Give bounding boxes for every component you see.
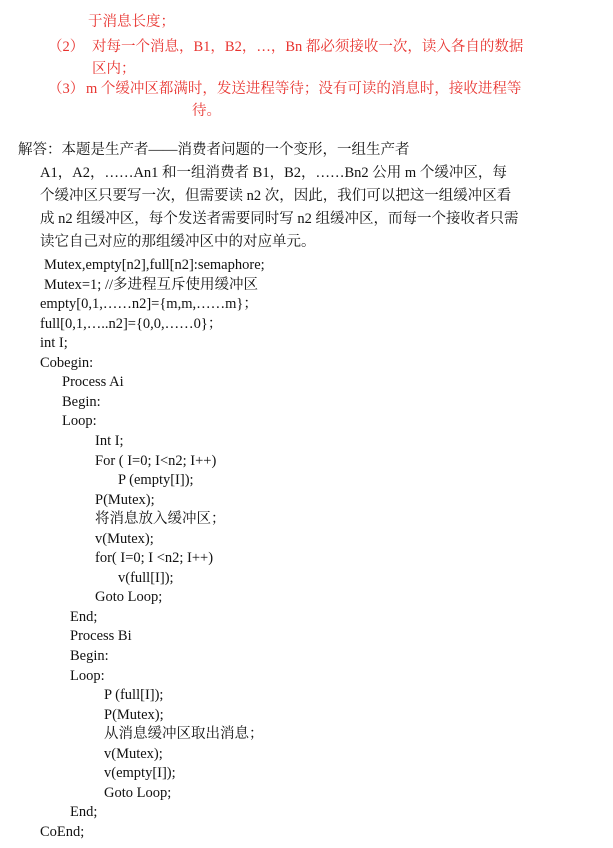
question-item3-label: （3） bbox=[48, 81, 85, 97]
code-line: P(Mutex); bbox=[95, 492, 155, 508]
question-item3-line2: 待。 bbox=[192, 103, 221, 119]
code-line: End; bbox=[70, 609, 98, 625]
code-line: Begin: bbox=[70, 648, 109, 664]
code-line: Goto Loop; bbox=[104, 785, 172, 801]
code-line: Int I; bbox=[95, 433, 124, 449]
code-line: v(Mutex); bbox=[104, 746, 163, 762]
answer-intro-line-3: 个缓冲区只要写一次，但需要读 n2 次，因此，我们可以把这一组缓冲区看 bbox=[40, 188, 512, 204]
code-line: 从消息缓冲区取出消息； bbox=[104, 726, 264, 742]
code-line: Loop: bbox=[62, 413, 97, 429]
code-line: v(empty[I]); bbox=[104, 765, 176, 781]
answer-intro-line-1: 解答：本题是生产者——消费者问题的一个变形，一组生产者 bbox=[18, 142, 410, 158]
code-line: Process Ai bbox=[62, 374, 124, 390]
code-line: P (full[I]); bbox=[104, 687, 164, 703]
code-line: P (empty[I]); bbox=[118, 472, 194, 488]
question-item3-line1: m 个缓冲区都满时，发送进程等待；没有可读的消息时，接收进程等 bbox=[86, 81, 522, 97]
code-line: CoEnd; bbox=[40, 824, 85, 840]
code-line: int I; bbox=[40, 335, 68, 351]
code-line: 将消息放入缓冲区； bbox=[95, 511, 226, 527]
code-line: v(full[I]); bbox=[118, 570, 174, 586]
code-line: For ( I=0; I<n2; I++) bbox=[95, 453, 217, 469]
code-line: empty[0,1,……n2]={m,m,……m}； bbox=[40, 296, 258, 312]
question-item1-tail: 于消息长度； bbox=[88, 14, 175, 30]
code-line: P(Mutex); bbox=[104, 707, 164, 723]
answer-intro-line-5: 读它自己对应的那组缓冲区中的对应单元。 bbox=[40, 234, 316, 250]
code-line: Goto Loop; bbox=[95, 589, 163, 605]
code-line: Cobegin: bbox=[40, 355, 94, 371]
code-line: Mutex=1; //多进程互斥使用缓冲区 bbox=[44, 277, 258, 293]
code-line: full[0,1,…..n2]={0,0,……0}； bbox=[40, 316, 223, 332]
question-item2-label: （2） bbox=[48, 39, 85, 55]
question-item2-line1: 对每一个消息，B1，B2，…，Bn 都必须接收一次，读入各自的数据 bbox=[92, 39, 524, 55]
question-item2-line2: 区内； bbox=[92, 61, 136, 77]
code-line: Process Bi bbox=[70, 628, 132, 644]
answer-intro-line-2: A1，A2，……An1 和一组消费者 B1，B2，……Bn2 公用 m 个缓冲区，每 bbox=[40, 165, 507, 181]
code-line: End; bbox=[70, 804, 98, 820]
answer-intro-line-4: 成 n2 组缓冲区，每个发送者需要同时写 n2 组缓冲区，而每一个接收者只需 bbox=[40, 211, 519, 227]
code-line: Mutex,empty[n2],full[n2]:semaphore; bbox=[44, 257, 265, 273]
code-line: Begin: bbox=[62, 394, 101, 410]
code-line: v(Mutex); bbox=[95, 531, 154, 547]
code-line: Loop: bbox=[70, 668, 105, 684]
code-line: for( I=0; I <n2; I++) bbox=[95, 550, 214, 566]
